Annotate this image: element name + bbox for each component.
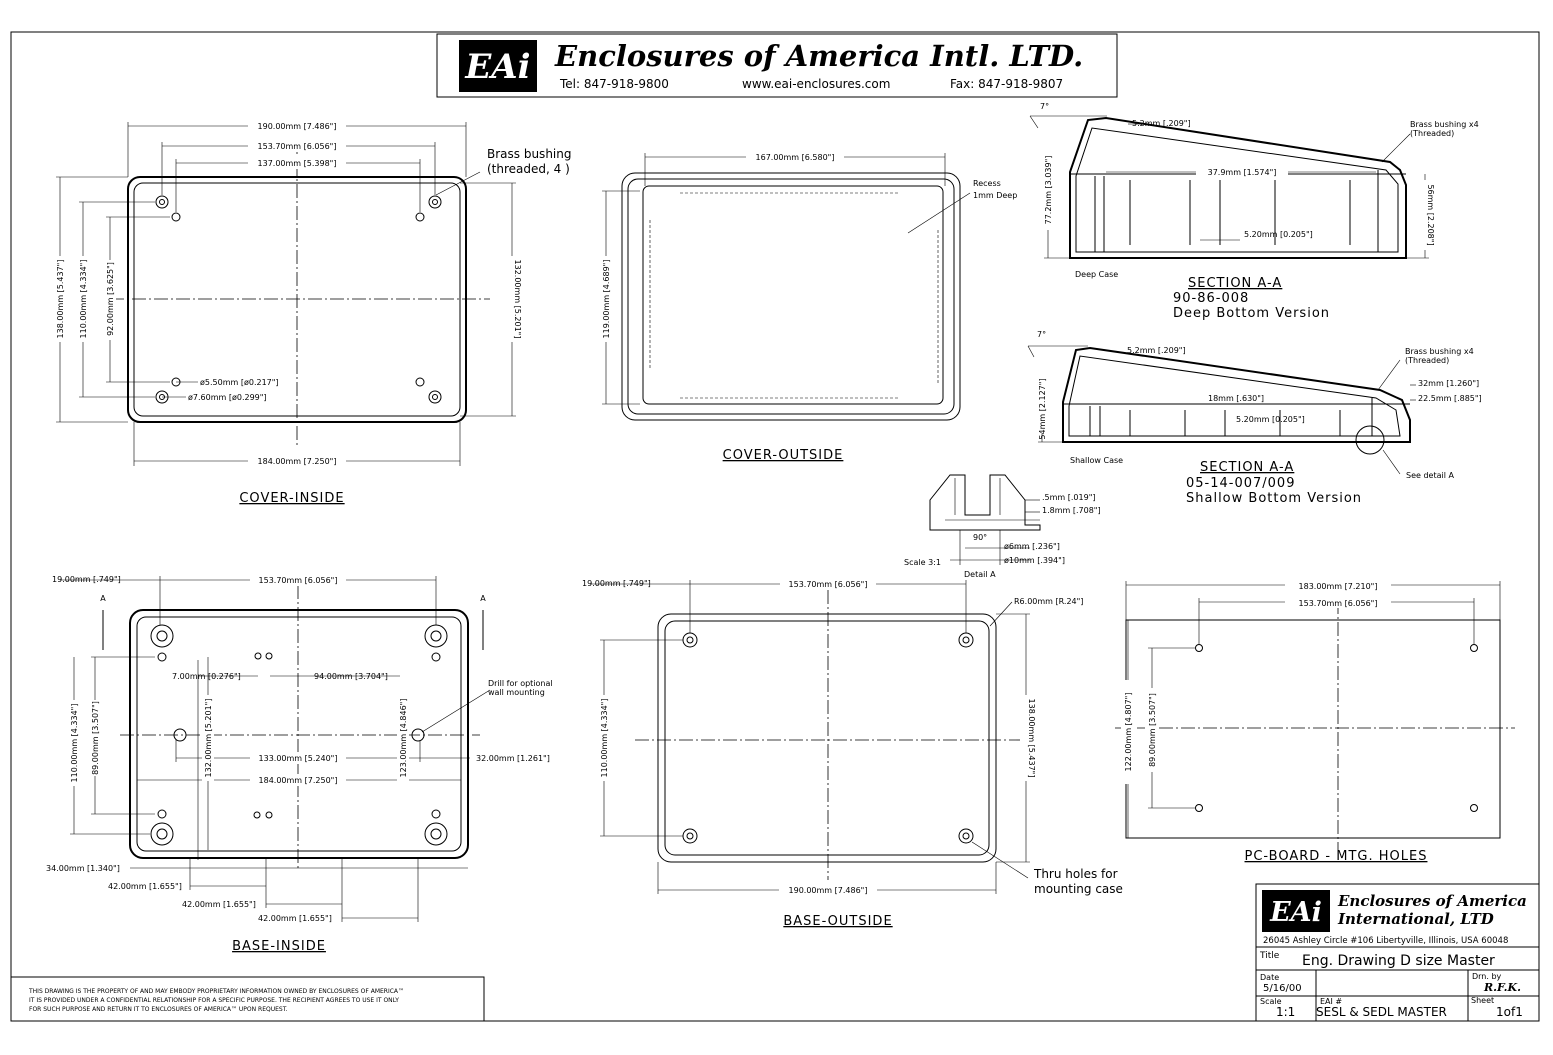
dim-text: 22.5mm [.885"] bbox=[1418, 394, 1482, 403]
tb-drn-value: R.F.K. bbox=[1484, 981, 1521, 994]
version-text: Shallow Bottom Version bbox=[1186, 491, 1363, 506]
dim-text: 153.70mm [6.056"] bbox=[788, 580, 868, 589]
case-label: Deep Case bbox=[1075, 270, 1119, 279]
note-text: (threaded, 4 ) bbox=[487, 162, 570, 176]
section-mark: A bbox=[100, 594, 106, 603]
sheet-border bbox=[11, 32, 1539, 1021]
eai-logo-small bbox=[1262, 890, 1330, 932]
tb-date-label: Date bbox=[1260, 973, 1280, 982]
section-mark: A bbox=[480, 594, 486, 603]
dim-text: 89.00mm [3.507"] bbox=[1148, 693, 1157, 767]
version-text: Deep Bottom Version bbox=[1173, 306, 1331, 321]
view-title: COVER-INSIDE bbox=[239, 491, 345, 506]
dim-text: 19.00mm [.749"] bbox=[582, 579, 651, 588]
dim-text: R6.00mm [R.24"] bbox=[1014, 597, 1084, 606]
tb-eai-label: EAI # bbox=[1320, 997, 1343, 1006]
tb-eai-value: SESL & SEDL MASTER bbox=[1316, 1005, 1447, 1019]
view-title: SECTION A-A bbox=[1188, 276, 1283, 291]
dim-text: 32.00mm [1.261"] bbox=[476, 754, 550, 763]
svg-text:EAi: EAi bbox=[1270, 897, 1322, 928]
dim-text: 42.00mm [1.655"] bbox=[182, 900, 256, 909]
view-title: PC-BOARD - MTG. HOLES bbox=[1244, 849, 1428, 864]
dim-text: .5mm [.019"] bbox=[1042, 493, 1096, 502]
company-name: Enclosures of America Intl. LTD. bbox=[555, 39, 1084, 73]
dim-text: 190.00mm [7.486"] bbox=[257, 122, 337, 131]
dim-text: 54mm [2.127"] bbox=[1038, 378, 1047, 440]
dim-text: 184.00mm [7.250"] bbox=[258, 776, 338, 785]
dim-text: 89.00mm [3.507"] bbox=[91, 701, 100, 775]
dim-text: 7.00mm [0.276"] bbox=[172, 672, 241, 681]
dim-text: 153.70mm [6.056"] bbox=[1298, 599, 1378, 608]
dim-text: 18mm [.630"] bbox=[1208, 394, 1265, 403]
svg-text:EAi: EAi bbox=[465, 47, 531, 87]
eai-logo bbox=[459, 40, 537, 92]
view-title: SECTION A-A bbox=[1200, 460, 1295, 475]
dim-text: 56mm [2.208"] bbox=[1426, 184, 1435, 246]
case-label: Shallow Case bbox=[1070, 456, 1124, 465]
dim-text: 153.70mm [6.056"] bbox=[258, 576, 338, 585]
tb-scale-value: 1:1 bbox=[1276, 1005, 1296, 1019]
note-text: Brass bushing x4 bbox=[1410, 120, 1479, 129]
note-text: 1mm Deep bbox=[973, 191, 1018, 200]
note-text: mounting case bbox=[1034, 882, 1123, 896]
note-text: (Threaded) bbox=[1405, 356, 1450, 365]
dim-text: 19.00mm [.749"] bbox=[52, 575, 121, 584]
dim-text: 94.00mm [3.704"] bbox=[314, 672, 388, 681]
dim-text: 110.00mm [4.334"] bbox=[79, 259, 88, 339]
tb-date-value: 5/16/00 bbox=[1263, 983, 1302, 994]
dim-text: ø5.50mm [ø0.217"] bbox=[200, 378, 279, 387]
section-shallow-view bbox=[1028, 330, 1482, 506]
dim-text: 153.70mm [6.056"] bbox=[257, 142, 337, 151]
dim-text: 5.20mm [0.205"] bbox=[1244, 230, 1313, 239]
disclaimer-box bbox=[11, 977, 484, 1021]
dim-text: 132.00mm [5.201"] bbox=[204, 698, 213, 778]
dim-text: 122.00mm [4.807"] bbox=[1124, 692, 1133, 772]
dim-text: 184.00mm [7.250"] bbox=[257, 457, 337, 466]
disclaimer-line: THIS DRAWING IS THE PROPERTY OF AND MAY EMBODY PROPRIETARY INFORMATION OWNED BY ENCLOSURES OF AMERICA™ bbox=[29, 988, 405, 995]
dim-text: ø6mm [.236"] bbox=[1004, 542, 1060, 551]
note-text: Brass bushing bbox=[487, 147, 572, 161]
dim-text: 167.00mm [6.580"] bbox=[755, 153, 835, 162]
header-web: www.eai-enclosures.com bbox=[742, 77, 891, 91]
dim-text: 123.00mm [4.846"] bbox=[399, 698, 408, 778]
header-banner bbox=[437, 34, 1117, 97]
note-text: wall mounting bbox=[488, 688, 545, 697]
disclaimer-line: FOR SUCH PURPOSE AND RETURN IT TO ENCLOSURES OF AMERICA™ UPON REQUEST. bbox=[29, 1006, 288, 1013]
dim-text: 133.00mm [5.240"] bbox=[258, 754, 338, 763]
dim-text: 5.2mm [.209"] bbox=[1132, 119, 1191, 128]
tb-sheet-value: 1of1 bbox=[1496, 1005, 1523, 1019]
tb-company-line2: International, LTD bbox=[1338, 910, 1494, 928]
tb-drn-label: Drn. by bbox=[1472, 972, 1502, 981]
pc-board-view bbox=[1115, 579, 1515, 864]
disclaimer-line: IT IS PROVIDED UNDER A CONFIDENTIAL RELATIONSHIP FOR A SPECIFIC PURPOSE. THE RECIPIENT AGREES TO USE IT ONLY bbox=[29, 997, 399, 1004]
dim-text: ø10mm [.394"] bbox=[1004, 556, 1065, 565]
note-text: Brass bushing x4 bbox=[1405, 347, 1474, 356]
dim-text: 32mm [1.260"] bbox=[1418, 379, 1480, 388]
dim-text: 190.00mm [7.486"] bbox=[788, 886, 868, 895]
view-title: BASE-INSIDE bbox=[232, 939, 326, 954]
dim-text: 37.9mm [1.574"] bbox=[1207, 168, 1277, 177]
cover-inside-view bbox=[54, 120, 571, 506]
tb-scale-label: Scale bbox=[1260, 997, 1282, 1006]
tb-sheet-label: Sheet bbox=[1471, 996, 1495, 1005]
header-tel: Tel: 847-918-9800 bbox=[560, 77, 669, 91]
base-inside-view bbox=[46, 574, 553, 954]
section-deep-view bbox=[1030, 102, 1479, 321]
base-outside-view bbox=[582, 578, 1123, 929]
detail-scale: Scale 3:1 bbox=[904, 558, 941, 567]
dim-text: 132.00mm [5.201"] bbox=[513, 259, 522, 339]
dim-text: 77.2mm [3.039"] bbox=[1044, 155, 1053, 225]
detail-a-view bbox=[904, 475, 1101, 579]
dim-text: 110.00mm [4.334"] bbox=[600, 698, 609, 778]
view-title: BASE-OUTSIDE bbox=[783, 914, 893, 929]
note-text: Drill for optional bbox=[488, 679, 553, 688]
note-text: Recess bbox=[973, 179, 1001, 188]
view-title: COVER-OUTSIDE bbox=[722, 448, 844, 463]
title-block bbox=[1256, 884, 1539, 1021]
dim-text: 5.20mm [0.205"] bbox=[1236, 415, 1305, 424]
dim-text: 119.00mm [4.689"] bbox=[602, 259, 611, 339]
dim-text: 92.00mm [3.625"] bbox=[106, 262, 115, 336]
cover-outside-view bbox=[600, 151, 1017, 463]
tb-company-line1: Enclosures of America bbox=[1338, 892, 1527, 910]
dim-text: 1.8mm [.708"] bbox=[1042, 506, 1101, 515]
note-text: Thru holes for bbox=[1034, 867, 1118, 881]
note-text: (Threaded) bbox=[1410, 129, 1455, 138]
detail-ref: See detail A bbox=[1406, 471, 1454, 480]
header-fax: Fax: 847-918-9807 bbox=[950, 77, 1064, 91]
angle-text: 7° bbox=[1040, 102, 1050, 111]
part-number: 05-14-007/009 bbox=[1186, 476, 1296, 491]
dim-text: 138.00mm [5.437"] bbox=[1027, 698, 1036, 778]
dim-text: 110.00mm [4.334"] bbox=[70, 703, 79, 783]
tb-address: 26045 Ashley Circle #106 Libertyville, Illinois, USA 60048 bbox=[1263, 936, 1509, 946]
part-number: 90-86-008 bbox=[1173, 291, 1250, 306]
tb-title-label: Title bbox=[1260, 951, 1280, 961]
dim-text: 138.00mm [5.437"] bbox=[56, 259, 65, 339]
dim-text: 137.00mm [5.398"] bbox=[257, 159, 337, 168]
dim-text: 90° bbox=[973, 533, 988, 542]
dim-text: 42.00mm [1.655"] bbox=[258, 914, 332, 923]
angle-text: 7° bbox=[1037, 330, 1047, 339]
dim-text: ø7.60mm [ø0.299"] bbox=[188, 393, 267, 402]
tb-title-value: Eng. Drawing D size Master bbox=[1302, 953, 1495, 969]
dim-text: 34.00mm [1.340"] bbox=[46, 864, 120, 873]
dim-text: 183.00mm [7.210"] bbox=[1298, 582, 1378, 591]
dim-text: 42.00mm [1.655"] bbox=[108, 882, 182, 891]
view-title: Detail A bbox=[964, 570, 996, 579]
dim-text: 5.2mm [.209"] bbox=[1127, 346, 1186, 355]
